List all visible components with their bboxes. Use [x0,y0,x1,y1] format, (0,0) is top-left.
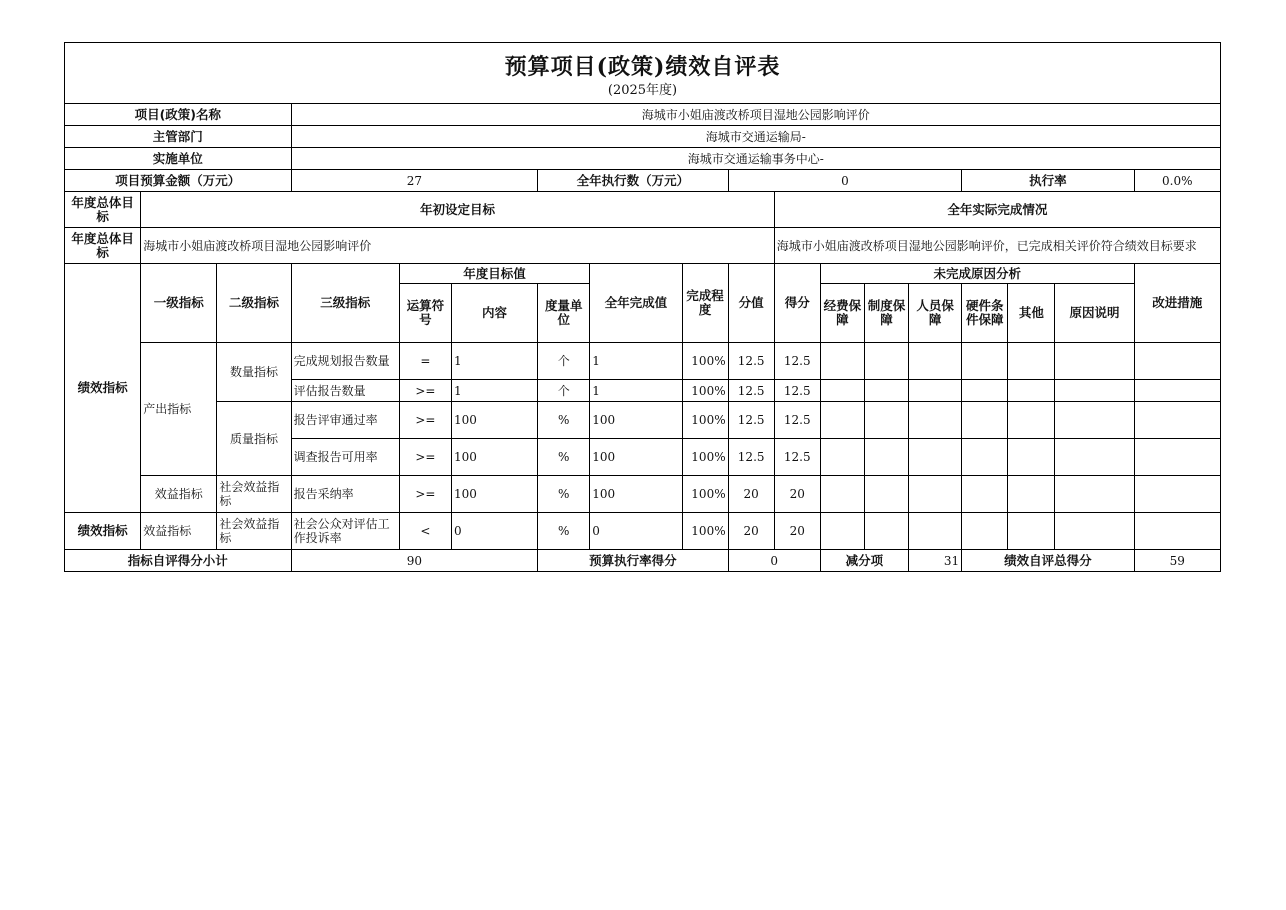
indicator-value: 0 [590,513,682,550]
empty-cell [962,513,1008,550]
year-subtitle: (2025年度) [607,83,678,98]
project-name-value: 海城市小姐庙渡改桥项目湿地公园影响评价 [291,104,1220,126]
table-row [65,343,1221,380]
empty-cell [864,380,908,402]
empty-cell [1134,439,1220,476]
level3-header: 三级指标 [291,264,399,343]
social-benefit-label-2: 社会效益指标 [217,513,291,550]
empty-cell [820,380,864,402]
budget-label: 项目预算金额（万元） [65,170,292,192]
indicator-score: 12.5 [728,380,774,402]
completion-header: 完成程度 [682,264,728,343]
evaluation-sheet [64,42,1221,572]
empty-cell [820,439,864,476]
score-header: 分值 [728,264,774,343]
table-row [65,513,1221,550]
indicator-name: 报告采纳率 [291,476,399,513]
indicator-completion: 100% [682,513,728,550]
empty-cell [909,439,962,476]
actual-goal-text: 海城市小姐庙渡改桥项目湿地公园影响评价，已完成相关评价符合绩效目标要求 [774,228,1220,264]
indicator-unit: % [538,513,590,550]
indicator-completion: 100% [682,402,728,439]
goal-row2-label: 年度总体目标 [65,228,141,264]
subtotal-value: 90 [291,550,538,572]
empty-cell [909,513,962,550]
indicator-score: 20 [728,476,774,513]
indicator-op: >= [399,439,451,476]
deduct-value: 31 [909,550,962,572]
evaluation-table [64,42,1221,572]
full-year-header: 全年完成值 [590,264,682,343]
indicator-name: 社会公众对评估工作投诉率 [291,513,399,550]
dept-value: 海城市交通运输局- [291,126,1220,148]
indicator-name: 评估报告数量 [291,380,399,402]
empty-cell [1055,513,1134,550]
indicator-unit: 个 [538,343,590,380]
initial-goal-header: 年初设定目标 [141,192,775,228]
unit-label: 实施单位 [65,148,292,170]
subtotal-label: 指标自评得分小计 [65,550,292,572]
empty-cell [1008,476,1055,513]
indicator-content: 100 [451,476,537,513]
indicator-got: 20 [774,476,820,513]
empty-cell [820,513,864,550]
empty-cell [909,380,962,402]
empty-cell [962,476,1008,513]
perf-indicator-label-2: 绩效指标 [65,513,141,550]
indicator-unit: 个 [538,380,590,402]
empty-cell [820,343,864,380]
empty-cell [1055,476,1134,513]
reason-hardware-header: 硬件条件保障 [962,284,1008,343]
empty-cell [962,402,1008,439]
deduct-label: 减分项 [820,550,908,572]
title-cell [65,43,1221,104]
total-label: 绩效自评总得分 [962,550,1134,572]
empty-cell [820,476,864,513]
empty-cell [962,439,1008,476]
indicator-content: 0 [451,513,537,550]
budget-score-value: 0 [728,550,820,572]
social-benefit-label: 社会效益指标 [217,476,291,513]
indicator-op: >= [399,476,451,513]
goal-row1-label: 年度总体目标 [65,192,141,228]
perf-indicator-label: 绩效指标 [65,264,141,513]
empty-cell [1134,476,1220,513]
table-row [65,476,1221,513]
indicator-name: 完成规划报告数量 [291,343,399,380]
unit-value: 海城市交通运输事务中心- [291,148,1220,170]
benefit-indicator-label: 效益指标 [141,476,217,513]
quality-indicator-label: 质量指标 [217,402,291,476]
indicator-got: 20 [774,513,820,550]
rate-label: 执行率 [962,170,1134,192]
empty-cell [1134,380,1220,402]
benefit-indicator-label-2: 效益指标 [141,513,217,550]
empty-cell [1008,439,1055,476]
table-row [65,402,1221,439]
empty-cell [820,402,864,439]
reason-explain-header: 原因说明 [1055,284,1134,343]
empty-cell [1008,513,1055,550]
empty-cell [1134,343,1220,380]
exec-value: 0 [728,170,962,192]
empty-cell [1008,380,1055,402]
page-title: 预算项目(政策)绩效自评表 [504,54,781,80]
indicator-got: 12.5 [774,439,820,476]
indicator-score: 12.5 [728,402,774,439]
empty-cell [864,476,908,513]
got-header: 得分 [774,264,820,343]
level1-header: 一级指标 [141,264,217,343]
indicator-completion: 100% [682,439,728,476]
unit-header: 度量单位 [538,284,590,343]
initial-goal-text: 海城市小姐庙渡改桥项目湿地公园影响评价 [141,228,775,264]
reason-group-header: 未完成原因分析 [820,264,1134,284]
indicator-value: 1 [590,343,682,380]
empty-cell [1055,343,1134,380]
rate-value: 0.0% [1134,170,1220,192]
indicator-got: 12.5 [774,402,820,439]
reason-other-header: 其他 [1008,284,1055,343]
indicator-op: >= [399,380,451,402]
empty-cell [1008,402,1055,439]
reason-staff-header: 人员保障 [909,284,962,343]
dept-label: 主管部门 [65,126,292,148]
empty-cell [1134,402,1220,439]
empty-cell [1055,402,1134,439]
indicator-value: 100 [590,476,682,513]
empty-cell [1008,343,1055,380]
output-indicator-label: 产出指标 [141,343,217,476]
empty-cell [962,380,1008,402]
total-value: 59 [1134,550,1220,572]
indicator-op: < [399,513,451,550]
quantity-indicator-label: 数量指标 [217,343,291,402]
empty-cell [909,402,962,439]
target-group-header: 年度目标值 [399,264,589,284]
indicator-content: 1 [451,343,537,380]
content-header: 内容 [451,284,537,343]
empty-cell [909,343,962,380]
empty-cell [1055,439,1134,476]
indicator-content: 1 [451,380,537,402]
indicator-score: 20 [728,513,774,550]
op-header: 运算符号 [399,284,451,343]
indicator-unit: % [538,439,590,476]
empty-cell [1055,380,1134,402]
empty-cell [1134,513,1220,550]
reason-system-header: 制度保障 [864,284,908,343]
indicator-score: 12.5 [728,439,774,476]
indicator-unit: % [538,402,590,439]
actual-goal-header: 全年实际完成情况 [774,192,1220,228]
empty-cell [864,343,908,380]
indicator-value: 100 [590,439,682,476]
indicator-value: 1 [590,380,682,402]
indicator-completion: 100% [682,476,728,513]
exec-label: 全年执行数（万元） [538,170,728,192]
level2-header: 二级指标 [217,264,291,343]
indicator-completion: 100% [682,380,728,402]
improve-header: 改进措施 [1134,264,1220,343]
empty-cell [864,439,908,476]
indicator-op: = [399,343,451,380]
indicator-value: 100 [590,402,682,439]
project-name-label: 项目(政策)名称 [65,104,292,126]
indicator-got: 12.5 [774,343,820,380]
empty-cell [909,476,962,513]
indicator-content: 100 [451,402,537,439]
budget-value: 27 [291,170,538,192]
indicator-unit: % [538,476,590,513]
empty-cell [864,402,908,439]
reason-fund-header: 经费保障 [820,284,864,343]
indicator-name: 报告评审通过率 [291,402,399,439]
empty-cell [864,513,908,550]
indicator-got: 12.5 [774,380,820,402]
budget-score-label: 预算执行率得分 [538,550,728,572]
indicator-name: 调查报告可用率 [291,439,399,476]
empty-cell [962,343,1008,380]
indicator-content: 100 [451,439,537,476]
indicator-score: 12.5 [728,343,774,380]
indicator-op: >= [399,402,451,439]
indicator-completion: 100% [682,343,728,380]
